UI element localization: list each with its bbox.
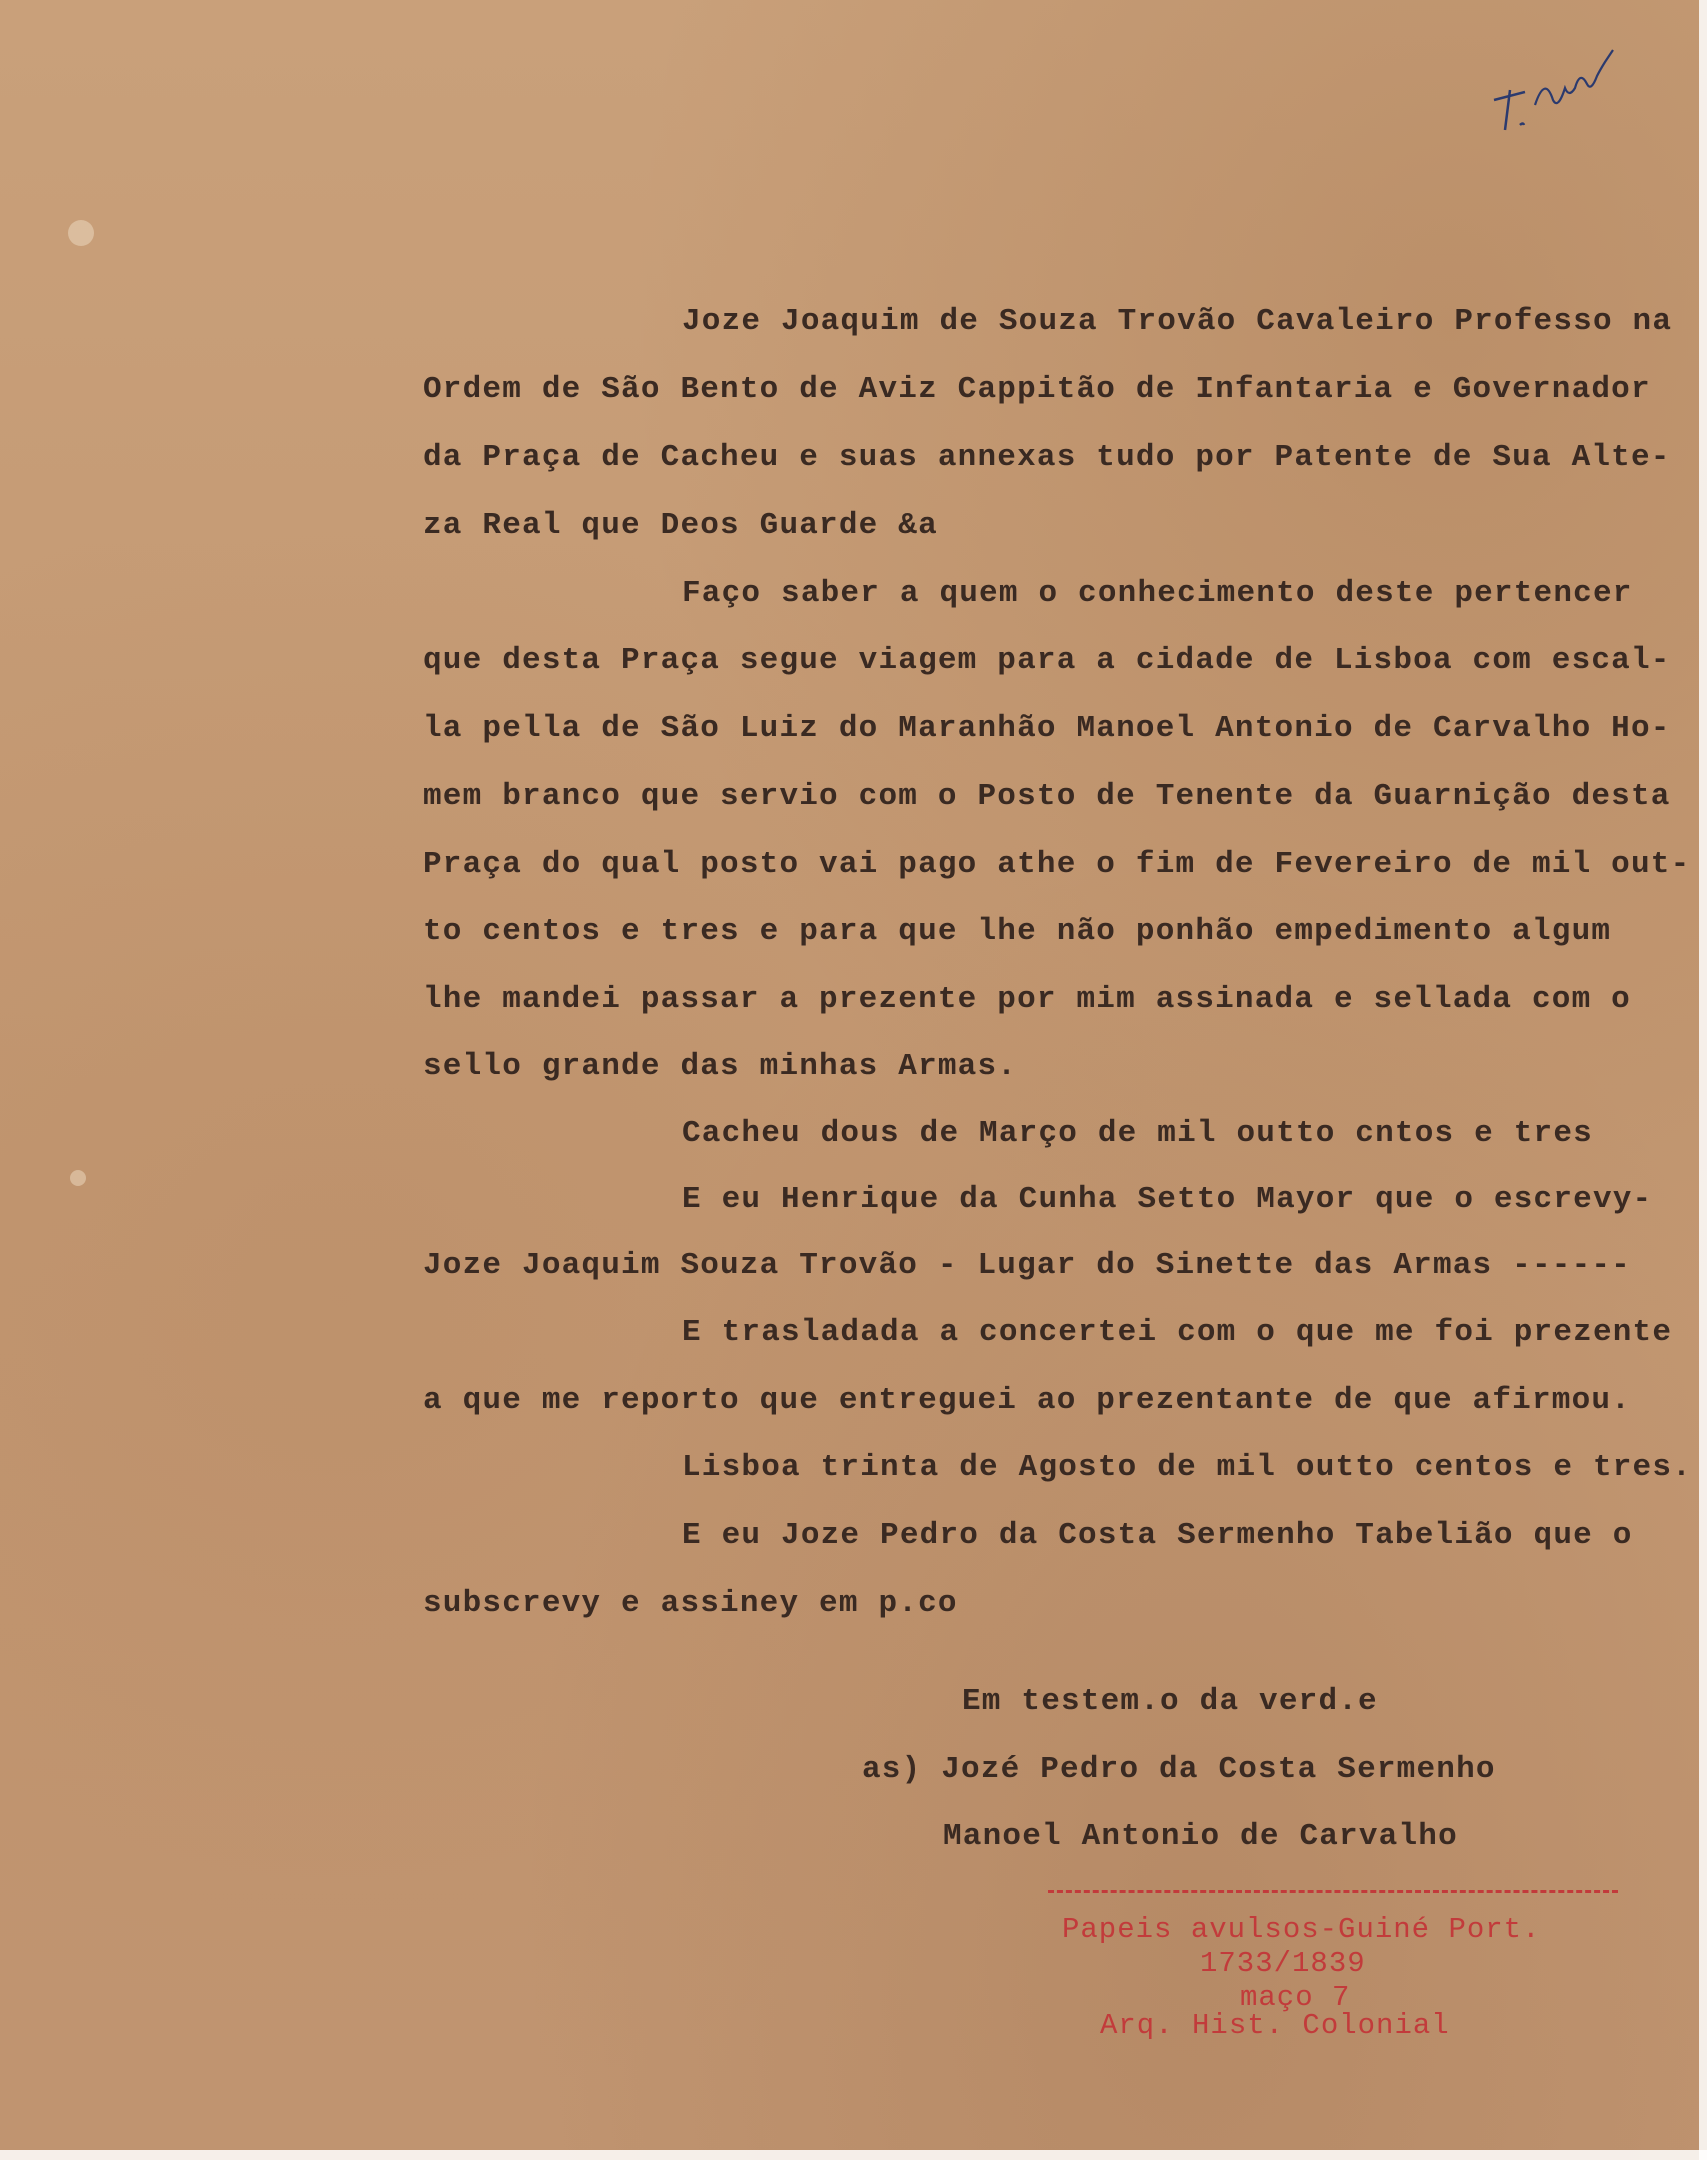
text-line: Praça do qual posto vai pago athe o fim de Fevereiro de mil out- — [423, 847, 1691, 882]
text-line: da Praça de Cacheu e suas annexas tudo por Patente de Sua Alte- — [423, 440, 1671, 475]
text-line: Faço saber a quem o conhecimento deste pertencer — [682, 576, 1633, 611]
text-line: la pella de São Luiz do Maranhão Manoel Antonio de Carvalho Ho- — [423, 711, 1671, 746]
binding-hole-bottom — [70, 1170, 86, 1186]
archive-stamp — [1040, 1890, 1640, 2050]
stamp-line: maço 7 — [1240, 1981, 1351, 2014]
text-line: lhe mandei passar a prezente por mim assinada e sellada com o — [423, 982, 1631, 1017]
text-line: E eu Joze Pedro da Costa Sermenho Tabelião que o — [682, 1518, 1633, 1553]
text-line: E trasladada a concertei com o que me foi prezente — [682, 1315, 1673, 1350]
closing-signature: Manoel Antonio de Carvalho — [943, 1819, 1458, 1854]
text-line: subscrevy e assiney em p.co — [423, 1586, 958, 1621]
binding-hole-top — [68, 220, 94, 246]
stamp-line: Papeis avulsos-Guiné Port. — [1062, 1913, 1541, 1946]
closing-signature: as) Jozé Pedro da Costa Sermenho — [862, 1752, 1496, 1787]
text-line: to centos e tres e para que lhe não ponhão empedimento algum — [423, 914, 1612, 949]
text-line: mem branco que servio com o Posto de Tenente da Guarnição desta — [423, 779, 1671, 814]
stamp-line: Arq. Hist. Colonial — [1100, 2009, 1450, 2042]
text-line: Lisboa trinta de Agosto de mil outto centos e tres. — [682, 1450, 1692, 1485]
scan-edge-bottom — [0, 2150, 1707, 2160]
text-line: Cacheu dous de Março de mil outto cntos e tres — [682, 1116, 1593, 1151]
text-line: Joze Joaquim de Souza Trovão Cavaleiro Professo na — [682, 304, 1673, 339]
text-line: sello grande das minhas Armas. — [423, 1049, 1018, 1084]
scan-edge-right — [1699, 0, 1707, 2160]
text-line: E eu Henrique da Cunha Setto Mayor que o escrevy- — [682, 1182, 1653, 1217]
text-line: za Real que Deos Guarde &a — [423, 508, 938, 543]
text-line: Ordem de São Bento de Aviz Cappitão de Infantaria e Governador — [423, 372, 1651, 407]
text-line: Joze Joaquim Souza Trovão - Lugar do Sinette das Armas ------ — [423, 1248, 1631, 1283]
text-line: a que me reporto que entreguei ao prezentante de que afirmou. — [423, 1383, 1631, 1418]
stamp-rule — [1048, 1890, 1618, 1893]
text-line: que desta Praça segue viagem para a cidade de Lisboa com escal- — [423, 643, 1671, 678]
stamp-line: 1733/1839 — [1200, 1947, 1366, 1980]
closing-attestation: Em testem.o da verd.e — [962, 1684, 1378, 1719]
handwritten-margin-note — [1480, 30, 1630, 140]
